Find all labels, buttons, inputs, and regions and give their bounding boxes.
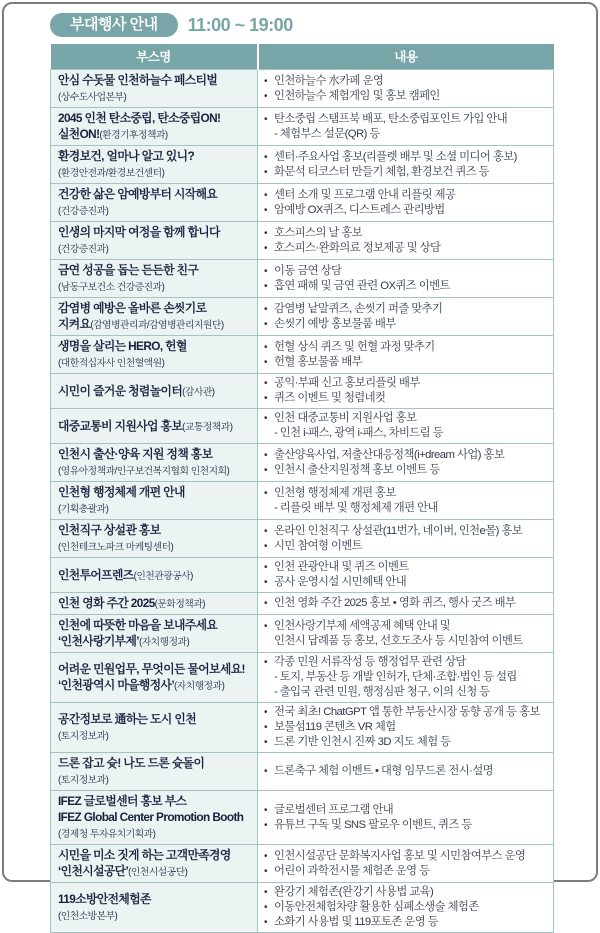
booth-name-line bbox=[58, 126, 254, 143]
content-text: - 체험부스 설문(QR) 등 bbox=[274, 127, 380, 140]
content-text: 센터·주요사업 홍보(리플렛 배부 및 소셜 미디어 홍보) bbox=[274, 150, 517, 163]
booth-name-line bbox=[58, 809, 254, 825]
content-text: 호스피스·완화의료 정보제공 및 상담 bbox=[274, 241, 441, 254]
bullet-icon: • bbox=[264, 902, 267, 913]
booth-name-cell bbox=[51, 336, 258, 374]
content-line bbox=[264, 803, 551, 818]
booth-title-text: 어려운 민원업무, 무엇이든 물어보세요! bbox=[58, 662, 245, 676]
booth-dept-text: (영유아정책과/인구보건복지협회 인천지회) bbox=[58, 466, 230, 477]
booth-title-text: 인천직구 상설관 홍보 bbox=[58, 523, 161, 537]
content-text: 인천사랑기부제 세액공제 혜택 안내 및 bbox=[274, 619, 451, 632]
content-text: 센터 소개 및 프로그램 안내 리플릿 제공 bbox=[274, 188, 456, 201]
bullet-icon: • bbox=[264, 598, 267, 609]
booth-name-line bbox=[58, 72, 254, 88]
content-line bbox=[264, 619, 551, 634]
booth-title-text: 대중교통비 지원사업 홍보 bbox=[58, 418, 183, 433]
content-text: 드론축구 체험 이벤트 • 대형 임무드론 전시·설명 bbox=[274, 765, 494, 777]
table-row bbox=[51, 753, 554, 791]
content-text: 이동안전체험차량 활용한 심폐소생술 체험존 bbox=[274, 901, 479, 913]
bullet-icon: • bbox=[264, 90, 267, 102]
booth-name-line bbox=[58, 300, 254, 316]
booth-dept-text: (기획총괄과) bbox=[58, 504, 109, 515]
content-text: 손씻기 예방 홍보물품 배부 bbox=[274, 317, 396, 330]
booth-name-line bbox=[58, 446, 254, 462]
booth-dept-text: (환경기후정책과) bbox=[99, 130, 168, 141]
bullet-icon: • bbox=[264, 657, 267, 668]
booth-name-line bbox=[58, 595, 254, 612]
bullet-icon: • bbox=[264, 540, 267, 552]
content-line bbox=[264, 864, 551, 879]
booth-name-line bbox=[58, 186, 254, 202]
booth-dept-text: (인천관광공사) bbox=[133, 570, 193, 582]
booth-content-cell bbox=[258, 593, 554, 615]
table-row bbox=[51, 146, 554, 184]
bullet-icon: • bbox=[264, 620, 267, 632]
content-line bbox=[264, 596, 551, 611]
booth-name-line bbox=[58, 262, 254, 278]
content-line bbox=[264, 279, 551, 294]
bullet-icon: • bbox=[264, 819, 267, 831]
content-text: 드론 기반 인천시 진짜 3D 지도 체험 등 bbox=[274, 736, 451, 748]
table-row bbox=[51, 409, 554, 444]
booth-name-cell bbox=[51, 653, 258, 703]
section-title-pill: 부대행사 안내 bbox=[50, 13, 178, 37]
bullet-icon: • bbox=[264, 189, 267, 201]
content-text: 인천시 답례품 등 홍보, 선호도조사 등 시민참여 이벤트 bbox=[274, 634, 523, 647]
content-line bbox=[264, 915, 551, 930]
booth-name-line bbox=[58, 164, 254, 181]
content-text: 암예방 OX퀴즈, 디스트레스 관리방법 bbox=[274, 203, 445, 216]
content-line bbox=[264, 426, 551, 441]
table-row bbox=[51, 883, 554, 933]
booth-name-cell bbox=[51, 845, 258, 883]
booth-name-cell bbox=[51, 558, 258, 593]
booth-title-text: 환경보건, 얼마나 알고 있니? bbox=[58, 149, 195, 163]
bullet-icon: • bbox=[264, 75, 267, 87]
booth-name-cell bbox=[51, 444, 258, 482]
booth-name-line bbox=[58, 677, 254, 694]
booth-name-line bbox=[58, 88, 254, 105]
booth-name-cell bbox=[51, 409, 258, 444]
booth-content-cell bbox=[258, 520, 554, 558]
bullet-icon: • bbox=[264, 280, 267, 292]
booth-name-cell bbox=[51, 70, 258, 108]
booth-name-line bbox=[58, 891, 254, 907]
content-line bbox=[264, 391, 551, 406]
booth-name-cell bbox=[51, 753, 258, 791]
booth-name-line bbox=[58, 793, 254, 809]
content-text: 보물섬119 콘텐츠 VR 체험 bbox=[274, 721, 396, 733]
bullet-icon: • bbox=[264, 413, 267, 424]
content-text: 유튜브 구독 및 SNS 팔로우 이벤트, 퀴즈 등 bbox=[274, 818, 472, 831]
bullet-icon: • bbox=[264, 227, 267, 239]
bullet-icon: • bbox=[264, 525, 267, 537]
notice-page bbox=[2, 2, 598, 928]
booth-title-text: 안심 수돗물 인천하늘수 페스티벌 bbox=[58, 73, 218, 87]
table-row bbox=[51, 260, 554, 298]
booth-dept-text: (건강증진과) bbox=[58, 244, 109, 255]
bullet-icon: • bbox=[264, 707, 267, 718]
content-line bbox=[264, 524, 551, 539]
booth-dept-text: (경제청 투자유치기획과) bbox=[58, 829, 156, 840]
booth-name-line bbox=[58, 224, 254, 240]
events-table bbox=[50, 44, 554, 933]
content-line bbox=[264, 112, 551, 127]
booth-title-text: 인천투어프렌즈 bbox=[58, 567, 134, 582]
booth-title-text: 지켜요 bbox=[58, 317, 91, 331]
content-line bbox=[264, 411, 551, 426]
content-text: 인천하늘수 체험게임 및 홍보 캠페인 bbox=[274, 89, 440, 102]
booth-name-line bbox=[58, 771, 254, 788]
booth-content-cell bbox=[258, 222, 554, 260]
booth-content-cell bbox=[258, 444, 554, 482]
content-line bbox=[264, 705, 551, 720]
bullet-icon: • bbox=[264, 449, 267, 461]
booth-name-line bbox=[58, 538, 254, 555]
content-text: 공사 운영시설 시민혜택 안내 bbox=[274, 576, 407, 588]
content-line bbox=[264, 849, 551, 864]
booth-content-cell bbox=[258, 558, 554, 593]
booth-content-cell bbox=[258, 482, 554, 520]
booth-content-cell bbox=[258, 883, 554, 933]
booth-title-text: 인천시 출산·양육 지원 정책 홍보 bbox=[58, 447, 213, 461]
bullet-icon: • bbox=[264, 393, 267, 404]
booth-dept-text: (감염병관리과/감염병관리지원단) bbox=[90, 320, 224, 331]
booth-name-line bbox=[58, 338, 254, 354]
booth-title-text: 인천에 따뜻한 마음을 보내주세요 bbox=[58, 618, 218, 632]
booth-dept-text: (토지정보과) bbox=[58, 775, 109, 786]
booth-content-cell bbox=[258, 845, 554, 883]
booth-content-cell bbox=[258, 70, 554, 108]
events-table-body bbox=[51, 70, 554, 933]
booth-dept-text: (인천시설공단) bbox=[128, 867, 188, 878]
booth-name-line bbox=[58, 825, 254, 842]
bullet-icon: • bbox=[264, 356, 267, 368]
content-line bbox=[264, 486, 551, 501]
booth-name-line bbox=[58, 354, 254, 371]
content-line bbox=[264, 127, 551, 142]
bullet-icon: • bbox=[264, 722, 267, 733]
booth-dept-text: (대한적십자사 인천혈액원) bbox=[58, 358, 165, 369]
booth-name-line bbox=[58, 383, 254, 400]
booth-name-line bbox=[58, 661, 254, 677]
bullet-icon: • bbox=[264, 204, 267, 216]
booth-name-line bbox=[58, 522, 254, 538]
bullet-icon: • bbox=[264, 265, 267, 277]
bullet-icon: • bbox=[264, 487, 267, 499]
bullet-icon: • bbox=[264, 917, 267, 928]
booth-name-line bbox=[58, 727, 254, 744]
booth-dept-text: (상수도사업본부) bbox=[58, 92, 127, 103]
booth-dept-text: (교통정책과) bbox=[182, 421, 233, 433]
booth-title-text: 119소방안전체험존 bbox=[58, 892, 151, 906]
booth-name-cell bbox=[51, 222, 258, 260]
content-text: 흡연 패해 및 금연 관련 OX퀴즈 이벤트 bbox=[274, 279, 450, 292]
content-text: 인천 대중교통비 지원사업 홍보 bbox=[274, 412, 417, 424]
content-text: 소화기 사용법 및 119포토존 운영 등 bbox=[274, 916, 439, 928]
content-text: 인천 영화 주간 2025 홍보 • 영화 퀴즈, 행사 굿즈 배부 bbox=[274, 597, 516, 609]
booth-name-cell bbox=[51, 184, 258, 222]
booth-dept-text: (자치행정과) bbox=[174, 681, 225, 692]
bullet-icon: • bbox=[264, 151, 267, 163]
booth-content-cell bbox=[258, 146, 554, 184]
booth-content-cell bbox=[258, 108, 554, 146]
booth-title-text: 드론 잡고 슛! 나도 드론 슛돌이 bbox=[58, 756, 205, 770]
booth-name-cell bbox=[51, 260, 258, 298]
column-header-booth-name: 부스명 bbox=[51, 44, 258, 70]
booth-title-text: 시민이 즐거운 청렴놀이터 bbox=[58, 383, 183, 398]
content-text: 호스피스의 날 홍보 bbox=[274, 226, 363, 239]
bullet-icon: • bbox=[264, 766, 267, 777]
booth-title-text: 금연 성공을 돕는 든든한 친구 bbox=[58, 263, 199, 277]
booth-dept-text: (건강증진과) bbox=[58, 206, 109, 217]
bullet-icon: • bbox=[264, 166, 267, 178]
content-line bbox=[264, 539, 551, 554]
booth-name-cell bbox=[51, 520, 258, 558]
content-line bbox=[264, 188, 551, 203]
content-line bbox=[264, 818, 551, 833]
bullet-icon: • bbox=[264, 850, 267, 862]
booth-title-text: 실천ON! bbox=[58, 127, 100, 141]
content-line bbox=[264, 685, 551, 700]
booth-name-line bbox=[58, 755, 254, 771]
booth-title-text: ‘인천광역시 마을행정사’ bbox=[58, 678, 174, 692]
content-line bbox=[264, 241, 551, 256]
content-line bbox=[264, 317, 551, 332]
content-line bbox=[264, 575, 551, 590]
booth-name-line bbox=[58, 847, 254, 863]
bullet-icon: • bbox=[264, 318, 267, 330]
booth-name-line bbox=[58, 148, 254, 164]
content-text: 출산양육사업, 저출산대응정책(i+dream 사업) 홍보 bbox=[274, 448, 505, 461]
table-row bbox=[51, 558, 554, 593]
booth-title-text: 시민을 미소 짓게 하는 고객만족경영 bbox=[58, 848, 231, 862]
booth-name-line bbox=[58, 462, 254, 479]
content-line bbox=[264, 655, 551, 670]
booth-content-cell bbox=[258, 409, 554, 444]
content-line bbox=[264, 340, 551, 355]
bullet-icon: • bbox=[264, 113, 267, 125]
booth-title-text: 건강한 삶은 암예방부터 시작해요 bbox=[58, 187, 218, 201]
booth-dept-text: (토지정보과) bbox=[58, 731, 109, 742]
bullet-icon: • bbox=[264, 303, 267, 315]
content-text: 화문석 티코스터 만들기 체험, 환경보건 퀴즈 등 bbox=[274, 165, 490, 178]
content-line bbox=[264, 634, 551, 649]
bullet-icon: • bbox=[264, 378, 267, 389]
booth-name-line bbox=[58, 633, 254, 650]
table-row bbox=[51, 374, 554, 409]
content-line bbox=[264, 448, 551, 463]
content-text: 감염병 낱말퀴즈, 손씻기 퍼즐 맞추기 bbox=[274, 302, 443, 315]
booth-name-cell bbox=[51, 615, 258, 653]
content-line bbox=[264, 302, 551, 317]
table-row bbox=[51, 615, 554, 653]
booth-title-text: 공간정보로 通하는 도시 인천 bbox=[58, 712, 196, 726]
content-text: 인천형 행정체제 개편 홍보 bbox=[274, 486, 396, 499]
bullet-icon: • bbox=[264, 562, 267, 573]
booth-dept-text: (남동구보건소 건강증진과) bbox=[58, 282, 165, 293]
booth-content-cell bbox=[258, 184, 554, 222]
table-row bbox=[51, 791, 554, 845]
booth-name-cell bbox=[51, 791, 258, 845]
content-text: 헌혈 상식 퀴즈 및 헌혈 과정 맞추기 bbox=[274, 340, 435, 353]
content-line bbox=[264, 203, 551, 218]
column-header-content: 내용 bbox=[258, 44, 554, 70]
booth-name-cell bbox=[51, 298, 258, 336]
content-text: - 리플릿 배부 및 행정체제 개편 안내 bbox=[274, 501, 438, 514]
bullet-icon: • bbox=[264, 737, 267, 748]
booth-title-text: 인생의 마지막 여정을 함께 합니다 bbox=[58, 225, 220, 239]
table-row bbox=[51, 108, 554, 146]
content-line bbox=[264, 885, 551, 900]
booth-content-cell bbox=[258, 653, 554, 703]
content-text: 인천시설공단 문화복지사업 홍보 및 시민참여부스 운영 bbox=[274, 849, 526, 862]
content-line bbox=[264, 670, 551, 685]
booth-name-line bbox=[58, 110, 254, 126]
events-table-header bbox=[51, 44, 554, 70]
content-line bbox=[264, 501, 551, 516]
booth-name-line bbox=[58, 711, 254, 727]
table-row bbox=[51, 593, 554, 615]
booth-title-text: 생명을 살리는 HERO, 헌혈 bbox=[58, 339, 187, 353]
booth-title-text: 인천 영화 주간 2025 bbox=[58, 596, 155, 610]
booth-name-cell bbox=[51, 146, 258, 184]
content-text: 공익·부패 신고 홍보리플릿 배부 bbox=[274, 377, 420, 389]
content-line bbox=[264, 764, 551, 779]
booth-name-line bbox=[58, 907, 254, 924]
bullet-icon: • bbox=[264, 887, 267, 898]
content-line bbox=[264, 735, 551, 750]
booth-content-cell bbox=[258, 703, 554, 753]
booth-title-text: ‘인천사랑기부제’ bbox=[58, 634, 139, 648]
table-row bbox=[51, 222, 554, 260]
table-row bbox=[51, 298, 554, 336]
content-text: 시민 참여형 이벤트 bbox=[274, 539, 363, 552]
booth-name-line bbox=[58, 484, 254, 500]
booth-name-line bbox=[58, 863, 254, 880]
booth-content-cell bbox=[258, 336, 554, 374]
table-row bbox=[51, 845, 554, 883]
content-text: 글로벌센터 프로그램 안내 bbox=[274, 803, 394, 816]
section-header bbox=[50, 13, 596, 37]
booth-name-cell bbox=[51, 593, 258, 615]
table-row bbox=[51, 653, 554, 703]
content-text: 퀴즈 이벤트 및 청렴네컷 bbox=[274, 392, 386, 404]
content-text: 전국 최초! ChatGPT 앱 통한 부동산시장 동향 공개 등 홍보 bbox=[274, 706, 540, 718]
table-row bbox=[51, 444, 554, 482]
booth-dept-text: (인천테크노파크 마케팅센터) bbox=[58, 542, 174, 553]
booth-name-line bbox=[58, 278, 254, 295]
content-text: 온라인 인천직구 상설관(11번가, 네이버, 인천e몰) 홍보 bbox=[274, 524, 523, 537]
content-text: 이동 금연 상담 bbox=[274, 264, 342, 277]
event-time-range: 11:00 ~ 19:00 bbox=[187, 14, 293, 35]
booth-dept-text: (인천소방본부) bbox=[58, 911, 118, 922]
content-line bbox=[264, 264, 551, 279]
content-text: - 출입국 관련 민원, 행정심판 청구, 이의 신청 등 bbox=[274, 686, 490, 698]
booth-title-text: 감염병 예방은 올바른 손씻기로 bbox=[58, 301, 207, 315]
booth-name-cell bbox=[51, 883, 258, 933]
booth-content-cell bbox=[258, 791, 554, 845]
bullet-icon: • bbox=[264, 804, 267, 816]
content-text: 어린이 과학전시물 체험존 운영 등 bbox=[274, 864, 430, 877]
bullet-icon: • bbox=[264, 464, 267, 476]
booth-name-line bbox=[58, 500, 254, 517]
booth-name-cell bbox=[51, 703, 258, 753]
booth-name-cell bbox=[51, 108, 258, 146]
content-line bbox=[264, 560, 551, 575]
content-line bbox=[264, 376, 551, 391]
booth-name-line bbox=[58, 316, 254, 333]
content-line bbox=[264, 74, 551, 89]
booth-content-cell bbox=[258, 298, 554, 336]
booth-dept-text: (문화정책과) bbox=[154, 599, 205, 610]
table-row bbox=[51, 482, 554, 520]
booth-dept-text: (감사관) bbox=[182, 386, 215, 398]
bullet-icon: • bbox=[264, 865, 267, 877]
content-text: 각종 민원 서류작성 등 행정업무 관련 상담 bbox=[274, 656, 466, 668]
booth-content-cell bbox=[258, 374, 554, 409]
booth-name-line bbox=[58, 240, 254, 257]
booth-title-text: 2045 인천 탄소중립, 탄소중립ON! bbox=[58, 111, 221, 125]
table-row bbox=[51, 703, 554, 753]
booth-name-line bbox=[58, 418, 254, 435]
content-line bbox=[264, 900, 551, 915]
booth-name-cell bbox=[51, 374, 258, 409]
content-text: 인천하늘수 水카페 운영 bbox=[274, 74, 384, 87]
table-row bbox=[51, 336, 554, 374]
content-text: - 토지, 부동산 등 개발 인허가, 단체·조합·법인 등 설립 bbox=[274, 671, 517, 683]
content-text: 인천 관광안내 및 퀴즈 이벤트 bbox=[274, 561, 409, 573]
content-text: 헌혈 홍보물품 배부 bbox=[274, 355, 363, 368]
content-line bbox=[264, 463, 551, 478]
booth-content-cell bbox=[258, 615, 554, 653]
content-text: - 인천 i-패스, 광역 i-패스, 차비드림 등 bbox=[274, 427, 443, 439]
content-line bbox=[264, 165, 551, 180]
booth-content-cell bbox=[258, 753, 554, 791]
booth-name-line bbox=[58, 202, 254, 219]
booth-name-line bbox=[58, 567, 254, 584]
content-text: 완강기 체험존(완강기 사용법 교육) bbox=[274, 886, 434, 898]
booth-title-text: IFEZ 글로벌센터 홍보 부스 bbox=[58, 794, 187, 808]
booth-title-text: ‘인천시설공단’ bbox=[58, 864, 129, 878]
content-line bbox=[264, 226, 551, 241]
booth-dept-text: (자치행정과) bbox=[138, 637, 190, 648]
booth-dept-text: (환경안전과/환경보건센터) bbox=[58, 168, 165, 179]
table-row bbox=[51, 520, 554, 558]
booth-name-cell bbox=[51, 482, 258, 520]
bullet-icon: • bbox=[264, 577, 267, 588]
booth-content-cell bbox=[258, 260, 554, 298]
booth-name-line bbox=[58, 617, 254, 633]
content-text: 인천시 출산지원정책 홍보 이벤트 등 bbox=[274, 463, 440, 476]
booth-title-text: 인천형 행정체제 개편 안내 bbox=[58, 485, 185, 499]
table-row bbox=[51, 184, 554, 222]
content-line bbox=[264, 89, 551, 104]
content-line bbox=[264, 355, 551, 370]
content-line bbox=[264, 150, 551, 165]
content-text: 탄소중립 스탬프북 배포, 탄소중립포인트 가입 안내 bbox=[274, 112, 508, 125]
table-row bbox=[51, 70, 554, 108]
bullet-icon: • bbox=[264, 341, 267, 353]
content-line bbox=[264, 720, 551, 735]
booth-title-text: IFEZ Global Center Promotion Booth bbox=[58, 810, 244, 824]
bullet-icon: • bbox=[264, 242, 267, 254]
